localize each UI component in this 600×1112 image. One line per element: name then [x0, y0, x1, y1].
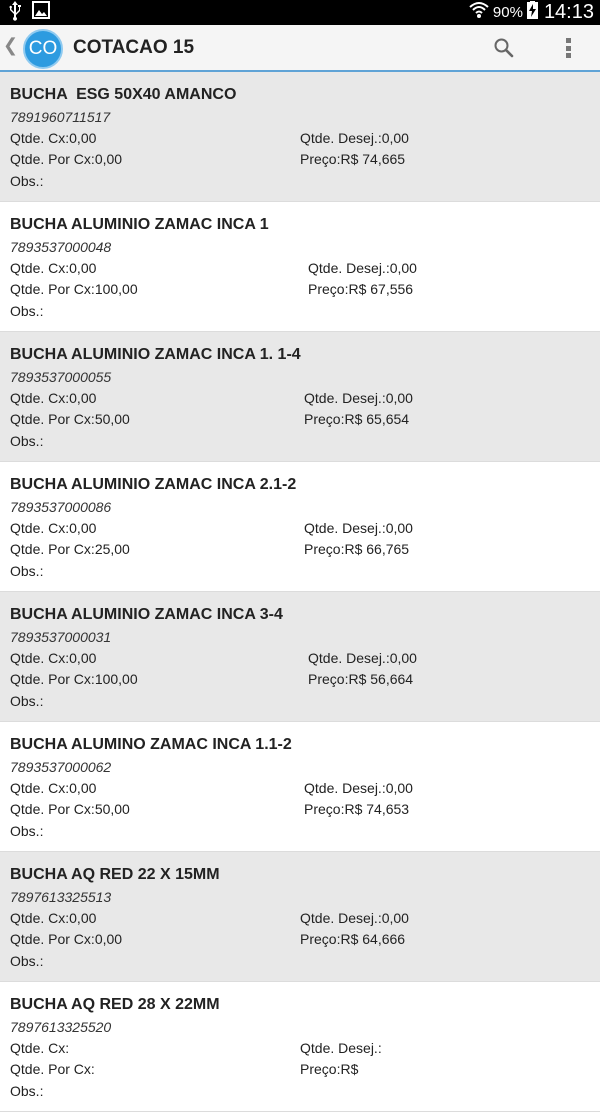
- obs: Obs.:: [10, 693, 44, 709]
- obs: Obs.:: [10, 303, 44, 319]
- status-bar: [0, 0, 600, 25]
- back-chevron-icon[interactable]: ❮: [3, 35, 19, 55]
- qtde-cx: Qtde. Cx:0,00: [10, 260, 97, 276]
- overflow-menu-icon[interactable]: [556, 35, 580, 61]
- product-barcode: 7893537000062: [10, 759, 112, 775]
- qtde-desej: Qtde. Desej.:0,00: [300, 130, 409, 146]
- product-barcode: 7893537000031: [10, 629, 112, 645]
- qtde-cx: Qtde. Cx:0,00: [10, 650, 97, 666]
- product-barcode: 7893537000048: [10, 239, 112, 255]
- page-title: COTACAO 15: [73, 37, 195, 58]
- product-name: BUCHA ALUMINIO ZAMAC INCA 1. 1-4: [10, 346, 301, 363]
- list-item[interactable]: [0, 982, 600, 1112]
- product-name: BUCHA ALUMINIO ZAMAC INCA 1: [10, 216, 269, 233]
- qtde-desej: Qtde. Desej.:0,00: [304, 780, 413, 796]
- battery-charging-icon: [527, 1, 538, 24]
- preco: Preço:R$ 74,665: [300, 151, 406, 167]
- product-name: BUCHA ESG 50X40 AMANCO: [10, 86, 237, 103]
- product-barcode: 7891960711517: [10, 109, 111, 125]
- app-logo[interactable]: CO: [23, 29, 63, 69]
- product-name: BUCHA ALUMINIO ZAMAC INCA 2.1-2: [10, 476, 297, 493]
- qtde-por-cx: Qtde. Por Cx:100,00: [10, 281, 138, 297]
- preco: Preço:R$ 67,556: [308, 281, 414, 297]
- preco: Preço:R$ 64,666: [300, 931, 406, 947]
- qtde-por-cx: Qtde. Por Cx:50,00: [10, 801, 130, 817]
- product-barcode: 7897613325520: [10, 1019, 112, 1035]
- clock: 14:13: [543, 1, 594, 23]
- list-item[interactable]: [0, 852, 600, 982]
- qtde-cx: Qtde. Cx:0,00: [10, 520, 97, 536]
- obs: Obs.:: [10, 823, 44, 839]
- qtde-por-cx: Qtde. Por Cx:0,00: [10, 151, 123, 167]
- obs: Obs.:: [10, 173, 44, 189]
- product-barcode: 7893537000055: [10, 369, 112, 385]
- obs: Obs.:: [10, 433, 44, 449]
- preco: Preço:R$: [300, 1061, 359, 1077]
- wifi-icon: [469, 1, 489, 24]
- product-list[interactable]: [0, 72, 600, 1112]
- product-name: BUCHA ALUMINIO ZAMAC INCA 3-4: [10, 606, 283, 623]
- image-icon: [32, 1, 50, 24]
- list-item[interactable]: [0, 202, 600, 332]
- obs: Obs.:: [10, 953, 44, 969]
- preco: Preço:R$ 74,653: [304, 801, 410, 817]
- product-name: BUCHA ALUMINO ZAMAC INCA 1.1-2: [10, 736, 292, 753]
- product-name: BUCHA AQ RED 28 X 22MM: [10, 996, 220, 1013]
- preco: Preço:R$ 66,765: [304, 541, 410, 557]
- qtde-por-cx: Qtde. Por Cx:25,00: [10, 541, 130, 557]
- app-bar: [0, 25, 600, 72]
- qtde-desej: Qtde. Desej.:0,00: [304, 390, 413, 406]
- qtde-desej: Qtde. Desej.:0,00: [300, 910, 409, 926]
- qtde-por-cx: Qtde. Por Cx:: [10, 1061, 95, 1077]
- qtde-cx: Qtde. Cx:0,00: [10, 130, 97, 146]
- qtde-desej: Qtde. Desej.:: [300, 1040, 382, 1056]
- preco: Preço:R$ 56,664: [308, 671, 414, 687]
- qtde-por-cx: Qtde. Por Cx:50,00: [10, 411, 130, 427]
- qtde-desej: Qtde. Desej.:0,00: [304, 520, 413, 536]
- product-name: BUCHA AQ RED 22 X 15MM: [10, 866, 220, 883]
- qtde-cx: Qtde. Cx:: [10, 1040, 70, 1056]
- battery-percent: 90%: [492, 4, 523, 21]
- qtde-cx: Qtde. Cx:0,00: [10, 390, 97, 406]
- product-barcode: 7893537000086: [10, 499, 112, 515]
- search-icon[interactable]: [492, 36, 516, 60]
- qtde-por-cx: Qtde. Por Cx:100,00: [10, 671, 138, 687]
- list-item[interactable]: [0, 462, 600, 592]
- list-item[interactable]: [0, 722, 600, 852]
- list-item[interactable]: [0, 72, 600, 202]
- preco: Preço:R$ 65,654: [304, 411, 410, 427]
- usb-icon: [8, 1, 22, 24]
- qtde-cx: Qtde. Cx:0,00: [10, 910, 97, 926]
- list-item[interactable]: [0, 332, 600, 462]
- product-barcode: 7897613325513: [10, 889, 112, 905]
- list-item[interactable]: [0, 592, 600, 722]
- qtde-desej: Qtde. Desej.:0,00: [308, 650, 417, 666]
- qtde-desej: Qtde. Desej.:0,00: [308, 260, 417, 276]
- qtde-cx: Qtde. Cx:0,00: [10, 780, 97, 796]
- qtde-por-cx: Qtde. Por Cx:0,00: [10, 931, 123, 947]
- obs: Obs.:: [10, 1083, 44, 1099]
- obs: Obs.:: [10, 563, 44, 579]
